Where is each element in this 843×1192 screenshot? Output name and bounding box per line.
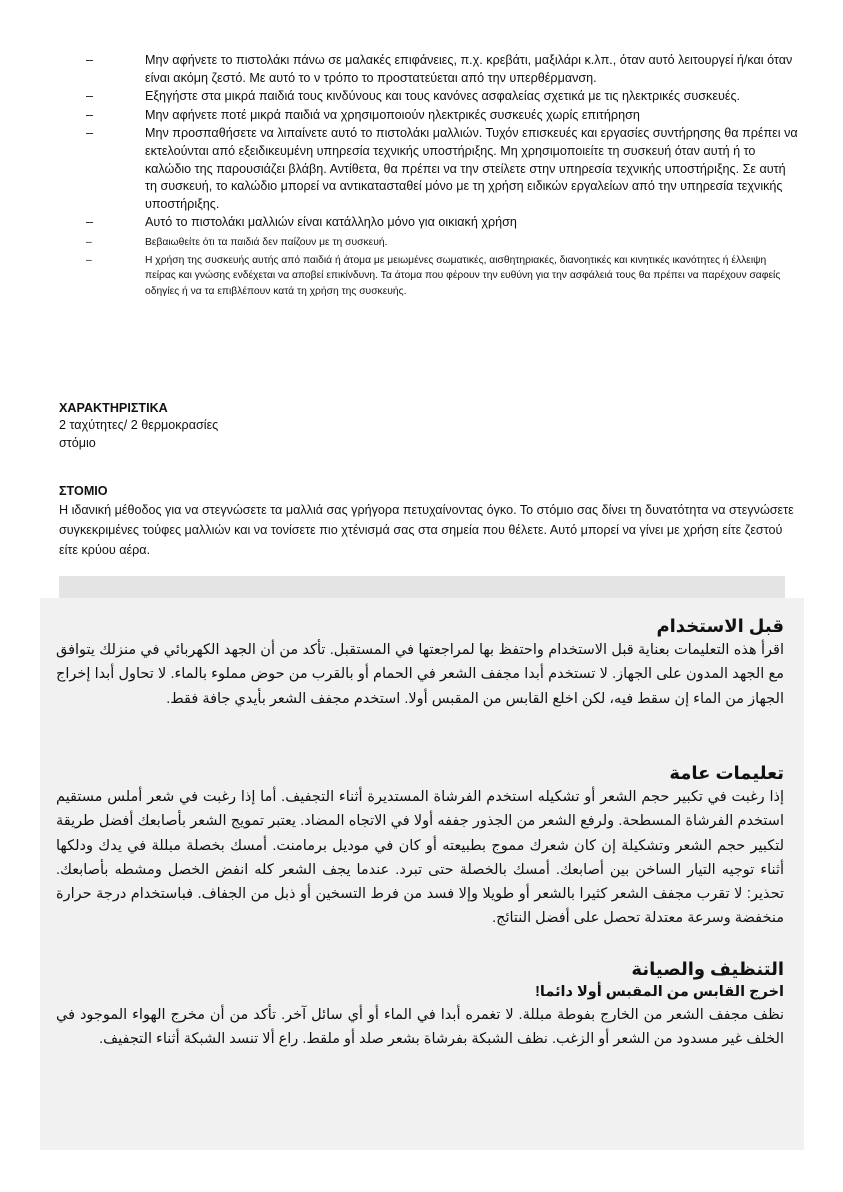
- bullet-text: Μην αφήνετε ποτέ μικρά παιδιά να χρησιμοποιούν ηλεκτρικές συσκευές χωρίς επιτήρηση: [145, 107, 640, 122]
- section-divider-bar: [59, 576, 785, 598]
- safety-bullet: [59, 88, 799, 106]
- bullet-dash: –: [86, 236, 92, 248]
- arabic-cleaning-section: [56, 957, 784, 1052]
- features-heading: ΧΑΡΑΚΤΗΡΙΣΤΙΚΑ: [59, 401, 168, 415]
- bullet-dash: –: [86, 107, 94, 122]
- before-use-paragraph: اقرأ هذه التعليمات بعناية قبل الاستخدام واحتفظ بها لمراجعتها في المستقبل. تأكد من أن الجهد الكهربائي في منزلك يتوافق مع الجهد المدون على الجهاز. لا تستخدم أبدا مجفف الشعر في الحمام أو بالقرب من حوض مملوء بالماء. لا تحاول أبدا إخراج الجهاز من الماء إن سقط فيه، لكن اخلع القابس من المقبس أولا. استخدم مجفف الشعر بأيدي جافة فقط.: [56, 642, 784, 707]
- nozzle-section: [59, 483, 799, 560]
- safety-bullet: [59, 253, 799, 299]
- safety-bullet: [59, 52, 799, 87]
- features-section: [59, 400, 799, 452]
- cleaning-subheading: اخرج القابس من المقبس أولا دائما!: [535, 984, 784, 1000]
- bullet-dash: –: [86, 126, 94, 141]
- bullet-text: Αυτό το πιστολάκι μαλλιών είναι κατάλληλο μόνο για οικιακή χρήση: [145, 215, 517, 230]
- features-line: 2 ταχύτητες/ 2 θερμοκρασίες: [59, 418, 219, 432]
- features-line: στόμιο: [59, 435, 96, 450]
- safety-bullet: [59, 214, 799, 232]
- cleaning-heading: التنظيف والصيانة: [631, 959, 784, 979]
- bullet-dash: –: [86, 255, 92, 267]
- bullet-text: Εξηγήστε στα μικρά παιδιά τους κινδύνους και τους κανόνες ασφαλείας σχετικά με τις ηλεκτρικές συσκευές.: [145, 89, 741, 104]
- arabic-general-section: [56, 761, 784, 931]
- general-instructions-paragraph: إذا رغبت في تكبير حجم الشعر أو تشكيله استخدم الفرشاة المستديرة أثناء التجفيف. أما إذا رغبت في شعر أملس مستقيم استخدم الفرشاة المسطحة. ولرفع الشعر من الجذور جففه أولا في الاتجاه المضاد. يعتبر تمويج الشعر بأصابعك أفضل طريقة لتكبير حجم الشعر وتشكيلة إن كان شعرك مموج بطبيعته أو كان في موديل برمامنت. أمسك بخصلة مبللة في يدك ودلكها أثناء توجيه التيار الساخن بين أصابعك. أمسك بالخصلة حتى تبرد. عندما يجف الشعر كله انفض الخصل ومشطه بأصابعك. تحذير: لا تقرب مجفف الشعر كثيرا بالشعر أو طويلا وإلا فسد من فرط التسخين أو ذبل من الجفاف. فباستخدام درجة حرارة منخفضة وسرعة معتدلة تحصل على أفضل النتائج.: [56, 789, 784, 927]
- nozzle-paragraph: Η ιδανική μέθοδος για να στεγνώσετε τα μαλλιά σας γρήγορα πετυχαίνοντας όγκο. Το στόμιο σας δίνει τη δυνατότητα να στεγνώσετε συγκεκριμένες τούφες μαλλιών και να τονίσετε πιο χτένισμά σας στα σημεία που θέλετε. Αυτό μπορεί να γίνει με χρήση είτε ζεστού είτε κρύου αέρα.: [59, 503, 794, 557]
- before-use-heading: قبل الاستخدام: [656, 616, 784, 636]
- safety-bullet: [59, 235, 799, 250]
- safety-bullet-list: [59, 52, 799, 299]
- bullet-dash: –: [86, 215, 94, 230]
- cleaning-paragraph: نظف مجفف الشعر من الخارج بفوطة مبللة. لا تغمره أبدا في الماء أو أي سائل آخر. تأكد من أن مخرج الهواء الموجود في الخلف غير مسدود من الشعر أو الزغب. نظف الشبكة بفرشاة بشعر صلد أو ملقط. راع ألا تنسد الشبكة أثناء التجفيف.: [56, 1007, 784, 1048]
- general-instructions-heading: تعليمات عامة: [669, 763, 784, 783]
- bullet-dash: –: [86, 53, 94, 67]
- safety-instructions: [59, 52, 799, 301]
- arabic-before-use-section: [56, 614, 784, 711]
- bullet-text: Μην προσπαθήσετε να λιπαίνετε αυτό το πιστολάκι μαλλιών. Τυχόν επισκευές και εργασίες συντήρησης θα πρέπει να εκτελούνται από εξειδικευμένη υπηρεσία τεχνικής υποστήριξης. Μη χρησιμοποιείτε τη συσκευή όταν αυτή ή το καλώδιο της παρουσιάζει βλάβη. Αντίθετα, θα πρέπει να την στείλετε στην υπηρεσία τεχνικής υποστήριξης. Σε αυτή τη συσκευή, το καλώδιο μπορεί να αντικατασταθεί μόνο με τη χρήση ειδικών εργαλείων από την υπηρεσία τεχνικής υποστήριξης.: [145, 126, 798, 211]
- safety-bullet: [59, 125, 799, 213]
- bullet-text: Μην αφήνετε το πιστολάκι πάνω σε μαλακές επιφάνειες, π.χ. κρεβάτι, μαξιλάρι κ.λπ., όταν αυτό λειτουργεί ή/και όταν είναι ακόμη ζεστό. Με αυτό το ν τρόπο το προστατεύεται από την υπερθέρμανση.: [145, 53, 793, 85]
- bullet-text: Η χρήση της συσκευής αυτής από παιδιά ή άτομα με μειωμένες σωματικές, αισθητηριακές, διανοητικές και κινητικές ικανότητες ή έλλειψη πείρας και γνώσης ενδέχεται να αποβεί επικίνδυνη. Τα άτομα που φέρουν την ευθύνη για την ασφάλειά τους θα πρέπει να παρέχουν σαφείς οδηγίες ή να τα επιβλέπουν κατά τη χρήση της συσκευής.: [145, 255, 781, 297]
- nozzle-heading: ΣΤΟΜΙΟ: [59, 484, 108, 498]
- bullet-text: Βεβαιωθείτε ότι τα παιδιά δεν παίζουν με τη συσκευή.: [145, 236, 388, 248]
- safety-bullet: [59, 107, 799, 125]
- bullet-dash: –: [86, 89, 94, 104]
